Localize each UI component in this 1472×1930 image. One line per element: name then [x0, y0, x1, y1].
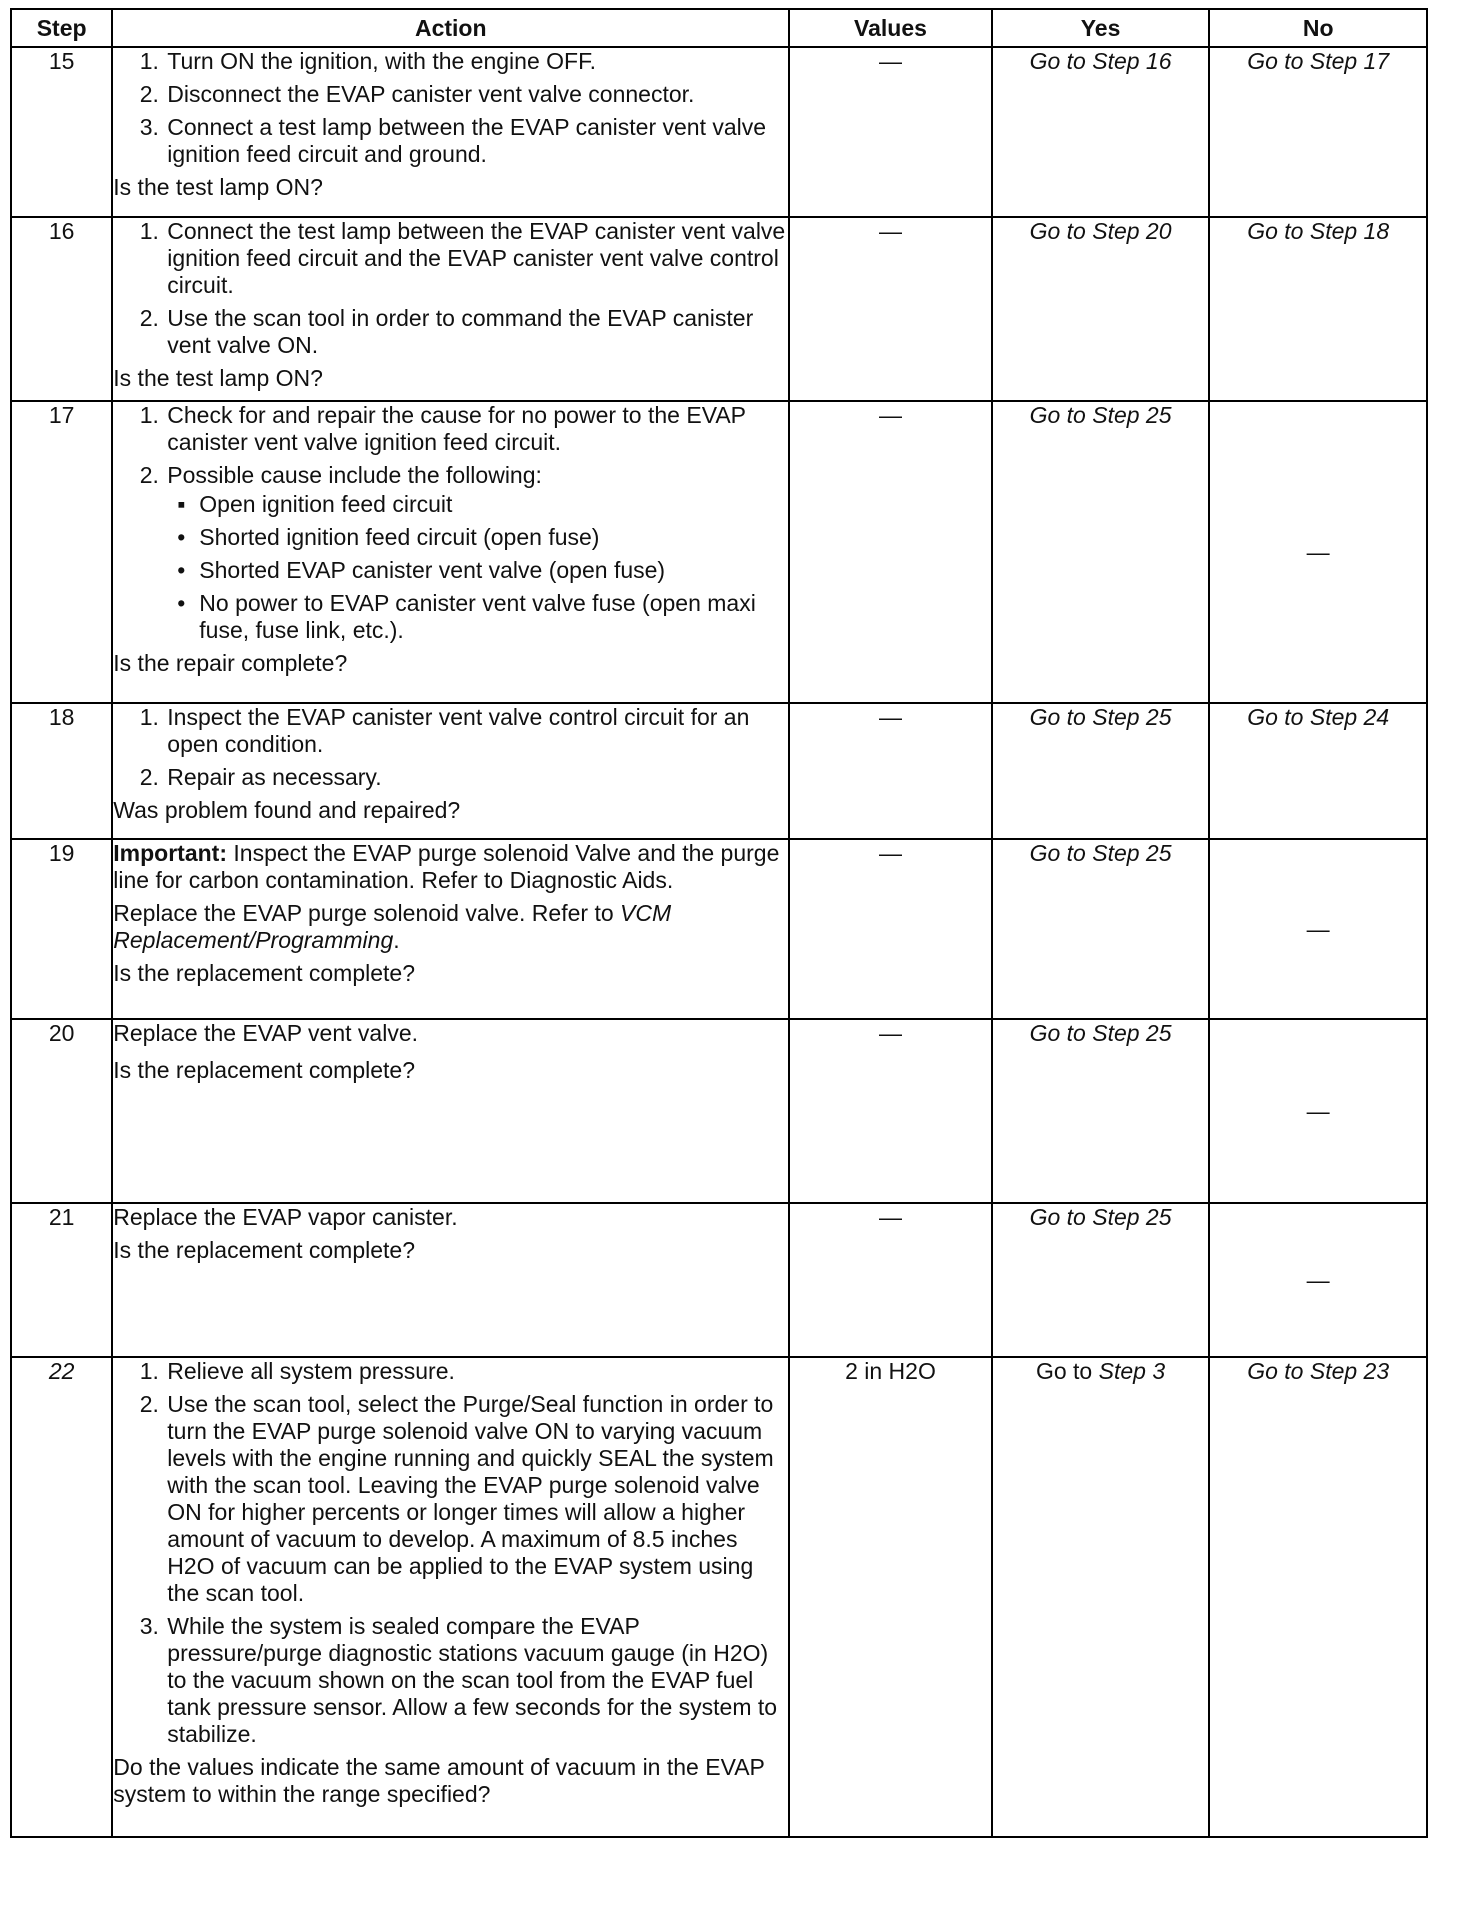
cause-item: • No power to EVAP canister vent valve fuse (open maxi fuse, fuse link, etc.).	[199, 590, 788, 644]
action-cell	[112, 401, 789, 703]
action-question: Is the test lamp ON?	[113, 174, 323, 200]
action-item: 1. Turn ON the ignition, with the engine OFF.	[165, 48, 788, 75]
yes-goto-link[interactable]: Go to Step 25	[1029, 1020, 1172, 1046]
action-question: Is the replacement complete?	[113, 960, 415, 986]
no-goto-link[interactable]: Go to Step 23	[1247, 1358, 1390, 1384]
step-22-row	[11, 1357, 1427, 1837]
step-18-row	[11, 703, 1427, 839]
values-cell: 2 in H2O	[789, 1357, 992, 1837]
values-cell: —	[789, 703, 992, 839]
action-item: 3. While the system is sealed compare the EVAP pressure/purge diagnostic stations vacuum gauge (in H2O) to the vacuum shown on the scan tool from the EVAP fuel tank pressure sensor. Allow a few seconds for the system to stabilize.	[165, 1613, 788, 1748]
action-text: Replace the EVAP vent valve.	[113, 1020, 418, 1046]
action-text: Replace the EVAP vapor canister.	[113, 1204, 458, 1230]
replace-instruction	[113, 900, 788, 954]
action-item: 3. Connect a test lamp between the EVAP canister vent valve ignition feed circuit and ground.	[165, 114, 788, 168]
step-number: 20	[11, 1019, 112, 1203]
action-cell	[112, 1203, 789, 1357]
no-cell: —	[1209, 401, 1427, 703]
values-cell: —	[789, 1203, 992, 1357]
no-goto-link[interactable]: Go to Step 17	[1247, 48, 1390, 74]
action-item	[165, 462, 788, 644]
action-question: Is the repair complete?	[113, 650, 348, 676]
yes-goto-prefix: Go to	[1035, 1358, 1099, 1384]
yes-goto-link[interactable]: Go to Step 16	[1029, 48, 1172, 74]
action-item: 1. Connect the test lamp between the EVAP canister vent valve ignition feed circuit and the EVAP canister vent valve control circuit.	[165, 218, 788, 299]
action-item: 1. Inspect the EVAP canister vent valve control circuit for an open condition.	[165, 704, 788, 758]
values-cell: —	[789, 401, 992, 703]
action-item: 1. Check for and repair the cause for no power to the EVAP canister vent valve ignition feed circuit.	[165, 402, 788, 456]
yes-cell	[992, 1203, 1210, 1357]
step-17-row	[11, 401, 1427, 703]
action-question: Is the replacement complete?	[113, 1237, 415, 1263]
values-cell: —	[789, 839, 992, 1019]
values-cell: —	[789, 47, 992, 217]
step-16-row	[11, 217, 1427, 401]
step-number: 21	[11, 1203, 112, 1357]
values-cell: —	[789, 217, 992, 401]
no-cell	[1209, 1357, 1427, 1837]
action-item: 2. Disconnect the EVAP canister vent valve connector.	[165, 81, 788, 108]
header-yes: Yes	[992, 9, 1210, 47]
step-number: 16	[11, 217, 112, 401]
no-cell	[1209, 703, 1427, 839]
step-number: 18	[11, 703, 112, 839]
step-number: 15	[11, 47, 112, 217]
action-item: 2. Repair as necessary.	[165, 764, 788, 791]
yes-goto-link[interactable]: Go to Step 25	[1029, 402, 1172, 428]
yes-goto-link[interactable]: Go to Step 20	[1029, 218, 1172, 244]
header-step: Step	[11, 9, 112, 47]
yes-goto-link[interactable]: Go to Step 25	[1029, 840, 1172, 866]
important-note	[113, 840, 788, 894]
yes-cell	[992, 703, 1210, 839]
yes-goto-link[interactable]: Go to Step 25	[1029, 1204, 1172, 1230]
action-cell	[112, 703, 789, 839]
action-cell	[112, 1357, 789, 1837]
replace-end: .	[393, 927, 400, 953]
action-item: 2. Use the scan tool, select the Purge/Seal function in order to turn the EVAP purge solenoid valve ON to varying vacuum levels with the engine running and quickly SEAL the system with the scan tool. Leaving the EVAP purge solenoid valve ON for higher percents or longer times will allow a higher amount of vacuum to develop. A maximum of 8.5 inches H2O of vacuum can be applied to the EVAP system using the scan tool.	[165, 1391, 788, 1607]
cause-item: ▪ Open ignition feed circuit	[199, 491, 788, 518]
header-values: Values	[789, 9, 992, 47]
action-item-text: Possible cause include the following:	[167, 462, 542, 488]
step-20-row	[11, 1019, 1427, 1203]
cause-list	[167, 491, 788, 644]
header-action: Action	[112, 9, 789, 47]
yes-goto-link[interactable]: Step 3	[1098, 1358, 1166, 1384]
action-item: 2. Use the scan tool in order to command the EVAP canister vent valve ON.	[165, 305, 788, 359]
header-row	[11, 9, 1427, 47]
yes-cell	[992, 47, 1210, 217]
step-15-row	[11, 47, 1427, 217]
yes-cell	[992, 1019, 1210, 1203]
values-cell: —	[789, 1019, 992, 1203]
vcm-reference-link[interactable]: VCM Replacement/Programming	[113, 900, 672, 953]
yes-cell	[992, 839, 1210, 1019]
step-21-row	[11, 1203, 1427, 1357]
action-cell	[112, 839, 789, 1019]
replace-text: Replace the EVAP purge solenoid valve. Refer to	[113, 900, 621, 926]
action-steps	[113, 1358, 788, 1748]
no-goto-link[interactable]: Go to Step 18	[1247, 218, 1390, 244]
yes-cell	[992, 401, 1210, 703]
yes-cell	[992, 1357, 1210, 1837]
important-label: Important:	[113, 840, 227, 866]
action-question: Was problem found and repaired?	[113, 797, 461, 823]
no-cell: —	[1209, 1203, 1427, 1357]
step-number: 22	[11, 1357, 112, 1837]
step-19-row	[11, 839, 1427, 1019]
step-number: 19	[11, 839, 112, 1019]
action-cell	[112, 217, 789, 401]
action-question: Is the test lamp ON?	[113, 365, 323, 391]
header-no: No	[1209, 9, 1427, 47]
step-number: 17	[11, 401, 112, 703]
yes-cell	[992, 217, 1210, 401]
no-goto-link[interactable]: Go to Step 24	[1247, 704, 1390, 730]
action-cell	[112, 1019, 789, 1203]
action-steps	[113, 402, 788, 644]
no-cell: —	[1209, 1019, 1427, 1203]
cause-item: • Shorted EVAP canister vent valve (open fuse)	[199, 557, 788, 584]
important-text: Inspect the EVAP purge solenoid Valve and the purge line for carbon contamination. Refer to Diagnostic Aids.	[113, 840, 780, 893]
action-steps	[113, 48, 788, 168]
cause-item: • Shorted ignition feed circuit (open fuse)	[199, 524, 788, 551]
no-cell	[1209, 217, 1427, 401]
diagnostic-table	[10, 8, 1428, 1838]
no-cell	[1209, 47, 1427, 217]
action-item: 1. Relieve all system pressure.	[165, 1358, 788, 1385]
no-cell: —	[1209, 839, 1427, 1019]
action-steps	[113, 218, 788, 359]
action-cell	[112, 47, 789, 217]
action-question: Do the values indicate the same amount of vacuum in the EVAP system to within the range specified?	[113, 1754, 765, 1807]
action-question: Is the replacement complete?	[113, 1057, 415, 1083]
action-steps	[113, 704, 788, 791]
yes-goto-link[interactable]: Go to Step 25	[1029, 704, 1172, 730]
